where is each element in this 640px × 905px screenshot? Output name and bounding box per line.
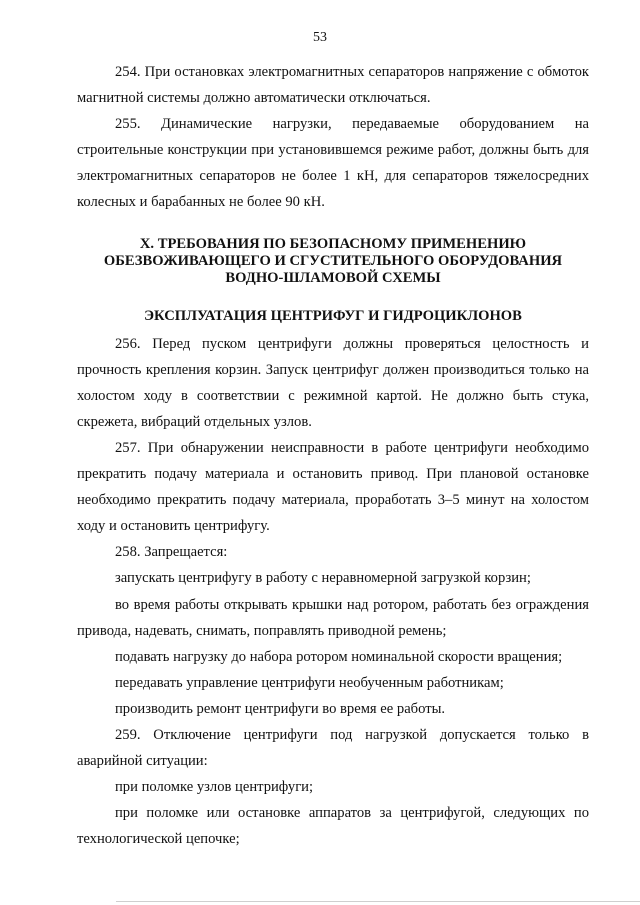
paragraph-257: 257. При обнаружении неисправности в работе центрифуги необходимо прекратить подачу материала и остановить привод. При плановой остановке необходимо прекратить подачу материала, проработать 3–5 минут на холостом ходу и остановить центрифугу. — [77, 439, 589, 535]
list-item-258-2: во время работы открывать крышки над ротором, работать без ограждения привода, надевать, снимать, поправлять приводной ремень; — [77, 596, 589, 639]
list-item-259-1: при поломке узлов центрифуги; — [115, 779, 314, 796]
list-item-258-4: передавать управление центрифуги необученным работникам; — [115, 674, 504, 691]
section-heading-line-2: ОБЕЗВОЖИВАЮЩЕГО И СГУСТИТЕЛЬНОГО ОБОРУДОВАНИЯ — [103, 252, 563, 269]
section-heading-line-3: ВОДНО-ШЛАМОВОЙ СХЕМЫ — [225, 269, 441, 286]
paragraph-259: 259. Отключение центрифуги под нагрузкой допускается только в аварийной ситуации: — [77, 726, 589, 770]
paragraph-254: 254. При остановках электромагнитных сепараторов напряжение с обмоток магнитной системы должно автоматически отключаться. — [77, 64, 589, 107]
list-item-258-1: запускать центрифугу в работу с неравномерной загрузкой корзин; — [115, 570, 531, 587]
paragraph-256: 256. Перед пуском центрифуги должны проверяться целостность и прочность крепления корзин. Запуск центрифуг должен производиться только на холостом ходу в соответствии с режимной картой. Не должно быть стука, скрежета, вибраций отдельных узлов. — [77, 335, 589, 430]
page-bottom-edge — [116, 901, 640, 902]
list-item-259-2: при поломке или остановке аппаратов за центрифугой, следующих по технологической цепочке; — [77, 805, 589, 848]
page-body — [77, 59, 589, 852]
subsection-heading: ЭКСПЛУАТАЦИЯ ЦЕНТРИФУГ И ГИДРОЦИКЛОНОВ — [144, 307, 522, 324]
list-item-258-3: подавать нагрузку до набора ротором номинальной скорости вращения; — [115, 648, 563, 665]
paragraph-255: 255. Динамические нагрузки, передаваемые оборудованием на строительные конструкции при установившемся режиме работ, должны быть для электромагнитных сепараторов не более 1 кН, для сепараторов тяжелосредних колесных и барабанных не более 90 кН. — [77, 116, 589, 211]
list-item-258-5: производить ремонт центрифуги во время ее работы. — [115, 700, 446, 717]
page-number: 53 — [313, 30, 327, 45]
section-heading-line-1: X. ТРЕБОВАНИЯ ПО БЕЗОПАСНОМУ ПРИМЕНЕНИЮ — [139, 235, 527, 252]
section-heading — [77, 236, 589, 287]
paragraph-258: 258. Запрещается: — [115, 544, 228, 561]
